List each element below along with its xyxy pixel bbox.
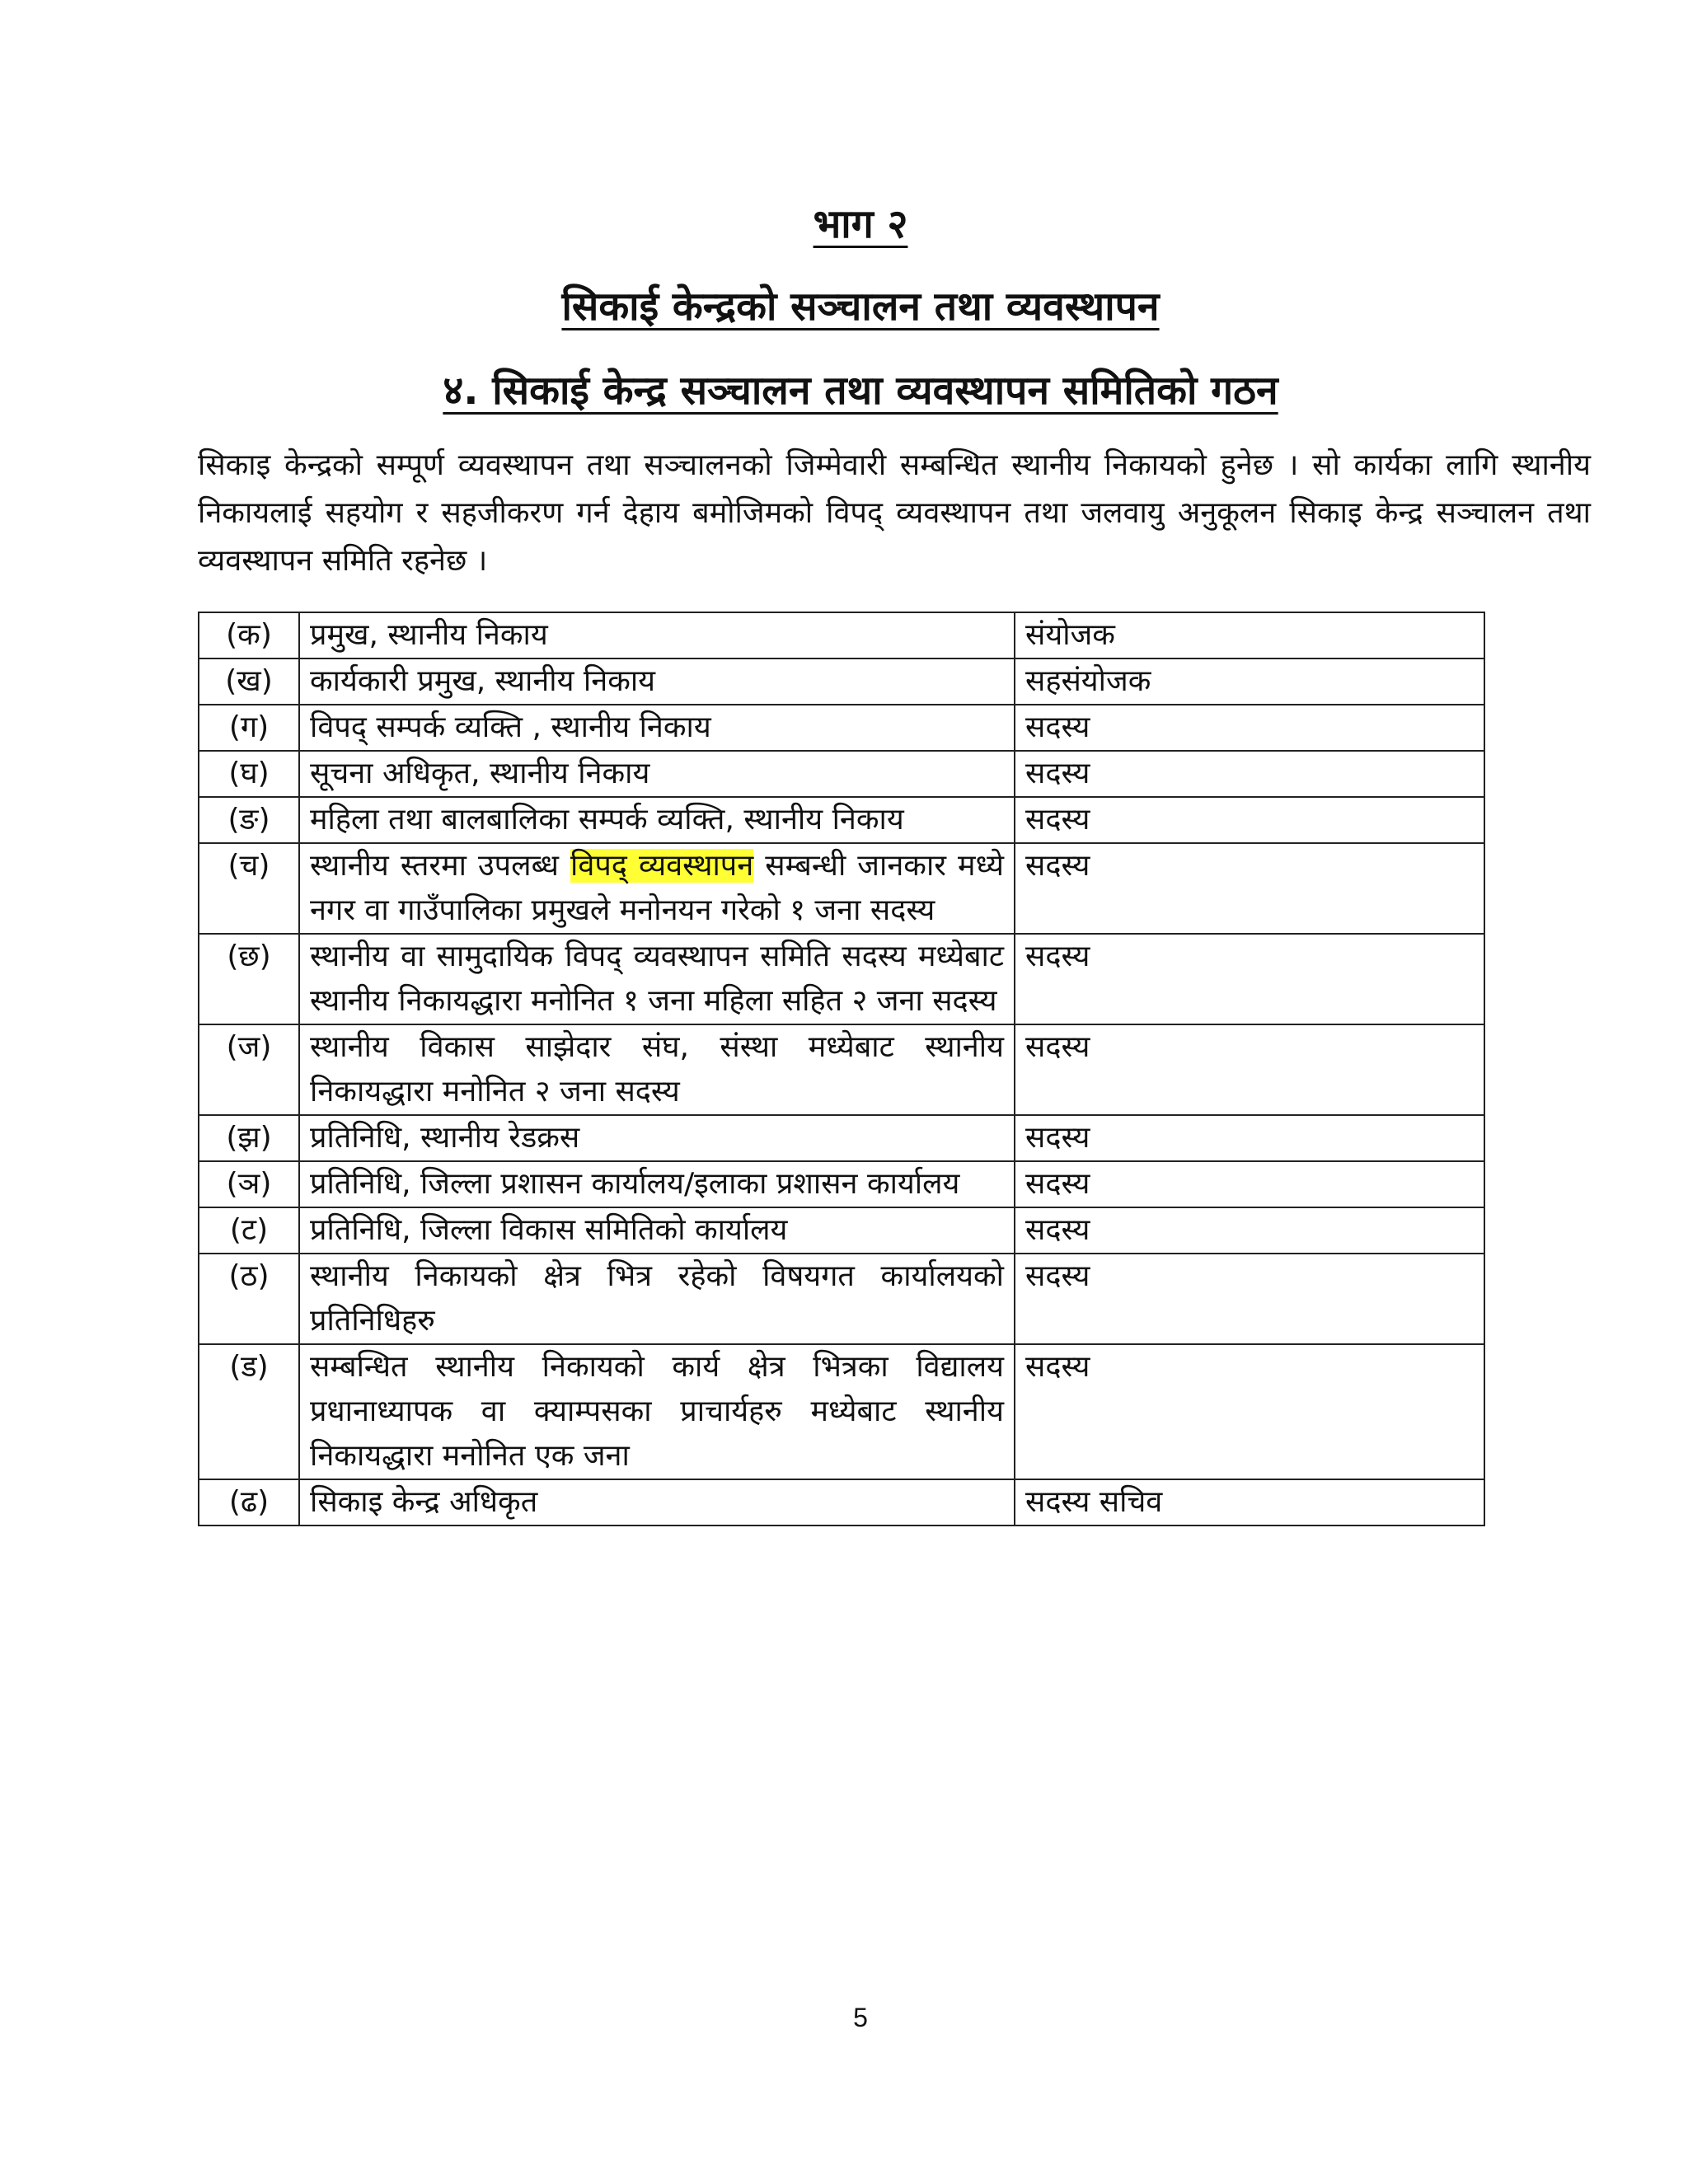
table-row: [199, 934, 1484, 1024]
row-index: (ज): [199, 1024, 299, 1115]
member-description: स्थानीय वा सामुदायिक विपद् व्यवस्थापन समिति सदस्य मध्येबाट स्थानीय निकायद्धारा मनोनित १ जना महिला सहित २ जना सदस्य: [299, 934, 1015, 1024]
member-role: सदस्य: [1015, 1115, 1484, 1161]
committee-members-table: [198, 612, 1485, 1526]
member-description-part: सम्बन्धी जानकार मध्ये नगर वा गाउँपालिका प्रमुखले मनोनयन गरेको १ जना सदस्य: [310, 849, 1004, 927]
table-row: [199, 843, 1484, 934]
member-role: सहसंयोजक: [1015, 658, 1484, 705]
row-index: (ड): [199, 1344, 299, 1479]
row-index: (क): [199, 612, 299, 658]
chapter-heading-text: सिकाई केन्द्रको सञ्चालन तथा व्यवस्थापन: [561, 284, 1160, 330]
table-row: [199, 1161, 1484, 1207]
table-row: [199, 1254, 1484, 1344]
row-index: (ङ): [199, 797, 299, 843]
member-description: सूचना अधिकृत, स्थानीय निकाय: [299, 751, 1015, 797]
member-description: प्रतिनिधि, स्थानीय रेडक्रस: [299, 1115, 1015, 1161]
member-role: सदस्य: [1015, 705, 1484, 751]
section-heading: [0, 363, 1688, 416]
intro-paragraph: सिकाइ केन्द्रको सम्पूर्ण व्यवस्थापन तथा सञ्चालनको जिम्मेवारी सम्बन्धित स्थानीय निकायको हुनेछ । सो कार्यका लागि स्थानीय निकायलाई सहयोग र सहजीकरण गर्न देहाय बमोजिमको विपद् व्यवस्थापन तथा जलवायु अनुकूलन सिकाइ केन्द्र सञ्चालन तथा व्यवस्थापन समिति रहनेछ ।: [198, 448, 1591, 578]
row-index: (ख): [199, 658, 299, 705]
table-row: [199, 705, 1484, 751]
member-description: स्थानीय विकास साझेदार संघ, संस्था मध्येबाट स्थानीय निकायद्धारा मनोनित २ जना सदस्य: [299, 1024, 1015, 1115]
member-role: संयोजक: [1015, 612, 1484, 658]
row-index: (ञ): [199, 1161, 299, 1207]
row-index: (ट): [199, 1207, 299, 1254]
row-index: (ग): [199, 705, 299, 751]
row-index: (ठ): [199, 1254, 299, 1344]
member-role: सदस्य: [1015, 843, 1484, 934]
member-role: सदस्य: [1015, 1161, 1484, 1207]
row-index: (घ): [199, 751, 299, 797]
member-role: सदस्य: [1015, 797, 1484, 843]
chapter-heading: [0, 279, 1688, 332]
section-heading-text: ४. सिकाई केन्द्र सञ्चालन तथा व्यवस्थापन समितिको गठन: [443, 368, 1278, 414]
member-description: [299, 843, 1015, 934]
row-index: (च): [199, 843, 299, 934]
table-row: [199, 751, 1484, 797]
table-row: [199, 1479, 1484, 1526]
table-row: [199, 1344, 1484, 1479]
row-index: (छ): [199, 934, 299, 1024]
member-description: विपद् सम्पर्क व्यक्ति , स्थानीय निकाय: [299, 705, 1015, 751]
member-role: सदस्य: [1015, 751, 1484, 797]
highlighted-text: विपद् व्यवस्थापन: [570, 849, 754, 883]
member-role: सदस्य: [1015, 1024, 1484, 1115]
member-description: सिकाइ केन्द्र अधिकृत: [299, 1479, 1015, 1526]
member-description: प्रतिनिधि, जिल्ला प्रशासन कार्यालय/इलाका प्रशासन कार्यालय: [299, 1161, 1015, 1207]
table-row: [199, 658, 1484, 705]
part-heading: [0, 196, 1688, 250]
table-row: [199, 797, 1484, 843]
member-role: सदस्य: [1015, 934, 1484, 1024]
member-role: सदस्य सचिव: [1015, 1479, 1484, 1526]
table-row: [199, 1207, 1484, 1254]
row-index: (ढ): [199, 1479, 299, 1526]
row-index: (झ): [199, 1115, 299, 1161]
member-description: कार्यकारी प्रमुख, स्थानीय निकाय: [299, 658, 1015, 705]
table-row: [199, 1115, 1484, 1161]
table-row: [199, 1024, 1484, 1115]
member-description: स्थानीय निकायको क्षेत्र भित्र रहेको विषयगत कार्यालयको प्रतिनिधिहरु: [299, 1254, 1015, 1344]
member-role: सदस्य: [1015, 1344, 1484, 1479]
table-row: [199, 612, 1484, 658]
member-role: सदस्य: [1015, 1254, 1484, 1344]
member-role: सदस्य: [1015, 1207, 1484, 1254]
member-description-part: स्थानीय स्तरमा उपलब्ध: [310, 849, 571, 883]
page-number: 5: [853, 2003, 868, 2032]
member-description: महिला तथा बालबालिका सम्पर्क व्यक्ति, स्थानीय निकाय: [299, 797, 1015, 843]
member-description: सम्बन्धित स्थानीय निकायको कार्य क्षेत्र भित्रका विद्यालय प्रधानाध्यापक वा क्याम्पसका प्राचार्यहरु मध्येबाट स्थानीय निकायद्धारा मनोनित एक जना: [299, 1344, 1015, 1479]
part-heading-text: भाग २: [813, 201, 908, 247]
member-description: प्रतिनिधि, जिल्ला विकास समितिको कार्यालय: [299, 1207, 1015, 1254]
member-description: प्रमुख, स्थानीय निकाय: [299, 612, 1015, 658]
